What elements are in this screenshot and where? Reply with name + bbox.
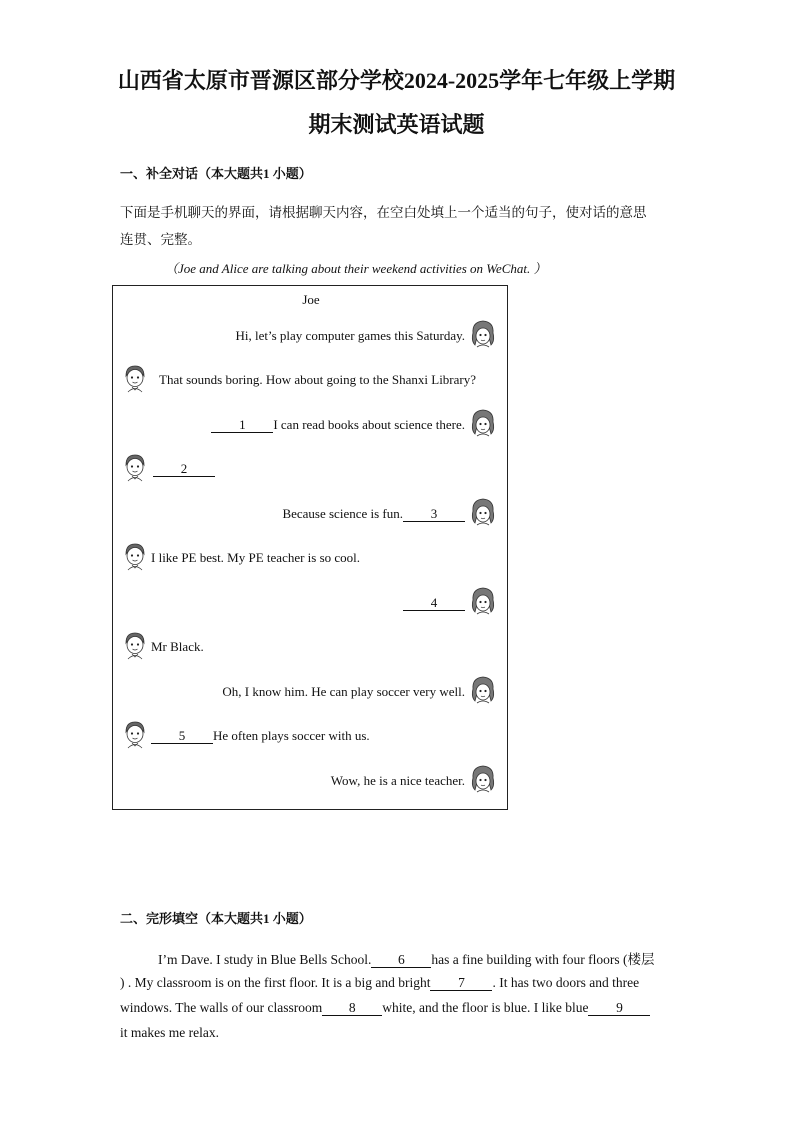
chat-message-alice: Wow, he is a nice teacher. [330, 773, 465, 788]
cloze-text: . It has two doors and three [492, 975, 640, 990]
boy-avatar-icon [121, 452, 149, 482]
girl-avatar-icon [469, 586, 497, 616]
instruction-line-2: 连贯、完整。 [120, 232, 201, 247]
section-2-heading: 二、完形填空（本大题共1 小题） [120, 911, 312, 926]
chat-message-joe [153, 461, 215, 477]
chat-message-alice [403, 595, 465, 611]
chat-message-alice: Oh, I know him. He can play soccer very well. [222, 684, 465, 699]
cloze-text: I’m Dave. I study in Blue Bells School. [158, 952, 372, 967]
chat-message-text: Because science is fun. [282, 506, 403, 521]
boy-avatar-icon [121, 719, 149, 749]
chat-message-text: He often plays soccer with us. [213, 728, 370, 743]
chat-message-alice: Hi, let’s play computer games this Saturday. [235, 328, 465, 343]
chat-message-joe [151, 728, 370, 744]
chat-message-joe: Mr Black. [151, 639, 204, 654]
answer-blank-7[interactable]: 7 [430, 976, 492, 991]
cloze-line-1 [158, 948, 654, 968]
chat-message-text: I can read books about science there. [273, 417, 465, 432]
answer-blank-5[interactable]: 5 [151, 729, 213, 744]
girl-avatar-icon [469, 764, 497, 794]
girl-avatar-icon [469, 319, 497, 349]
chat-message-alice [211, 417, 465, 433]
answer-blank-2[interactable]: 2 [153, 462, 215, 477]
chat-interface-box [112, 285, 508, 810]
boy-avatar-icon [121, 541, 149, 571]
cloze-line-2 [120, 975, 639, 991]
cloze-text: white, and the floor is blue. I like blue [382, 1000, 589, 1015]
section-1-instruction [120, 199, 675, 253]
boy-avatar-icon [121, 630, 149, 660]
girl-avatar-icon [469, 497, 497, 527]
girl-avatar-icon [469, 675, 497, 705]
answer-blank-6[interactable]: 6 [371, 953, 431, 968]
answer-blank-9[interactable]: 9 [588, 1001, 650, 1016]
chat-header-name: Joe [302, 292, 320, 307]
answer-blank-8[interactable]: 8 [322, 1001, 382, 1016]
cloze-text: windows. The walls of our classroom [120, 1000, 323, 1015]
answer-blank-1[interactable]: 1 [211, 418, 273, 433]
girl-avatar-icon [469, 408, 497, 438]
document-title-line-1: 山西省太原市晋源区部分学校2024-2025学年七年级上学期 [117, 68, 676, 93]
dialogue-context-note: （Joe and Alice are talking about their weekend activities on WeChat. ） [165, 261, 547, 276]
document-title-line-2: 期末测试英语试题 [308, 112, 485, 137]
boy-avatar-icon [121, 363, 149, 393]
cloze-text: ) . My classroom is on the first floor. It is a big and bright [120, 975, 431, 990]
cloze-text: has a fine building with four floors (楼层 [431, 952, 655, 967]
instruction-line-1: 下面是手机聊天的界面，请根据聊天内容，在空白处填上一个适当的句子，使对话的意思 [120, 205, 647, 220]
chat-message-joe: I like PE best. My PE teacher is so cool. [151, 550, 361, 565]
answer-blank-3[interactable]: 3 [403, 507, 465, 522]
section-1-heading: 一、补全对话（本大题共1 小题） [120, 166, 312, 181]
cloze-line-4: it makes me relax. [120, 1025, 219, 1040]
chat-message-joe: That sounds boring. How about going to the Shanxi Library? [159, 372, 477, 387]
answer-blank-4[interactable]: 4 [403, 596, 465, 611]
cloze-line-3 [120, 1000, 650, 1016]
chat-message-alice [282, 506, 465, 522]
